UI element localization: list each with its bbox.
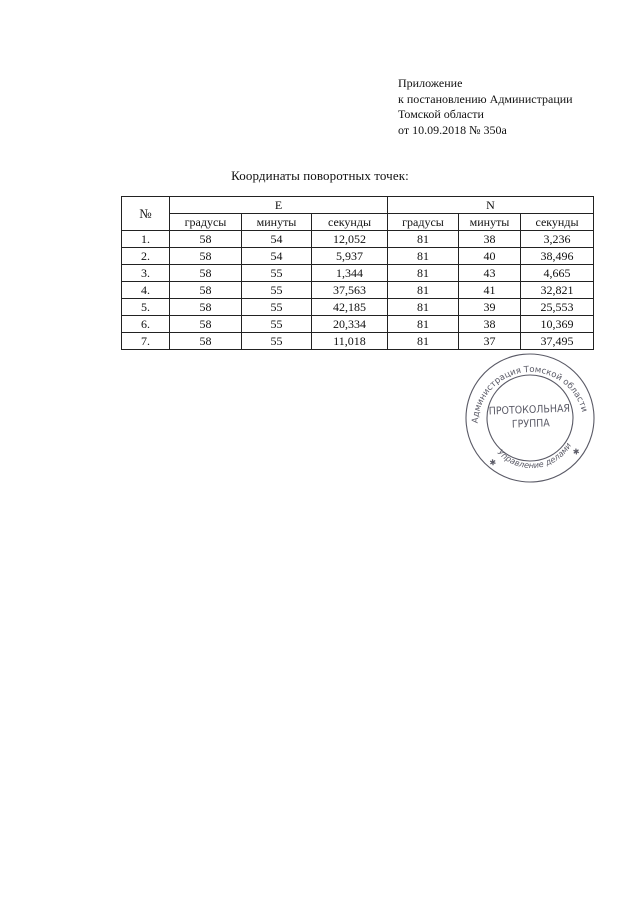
table-subheader-row: [122, 214, 594, 231]
e-seconds-cell: 12,052: [312, 231, 388, 248]
n-degrees-cell: 81: [388, 333, 459, 350]
stamp-bottom-text: Управление делами: [495, 440, 574, 471]
stamp-star-left-icon: ✱: [489, 457, 497, 468]
row-number-cell: 7.: [122, 333, 170, 350]
coordinates-table: [121, 196, 594, 350]
row-number-cell: 3.: [122, 265, 170, 282]
n-seconds-cell: 4,665: [521, 265, 594, 282]
e-degrees-cell: 58: [170, 231, 242, 248]
subheader-n-degrees: градусы: [388, 214, 459, 231]
table-row: [122, 231, 594, 248]
row-number-cell: 6.: [122, 316, 170, 333]
n-minutes-cell: 41: [459, 282, 521, 299]
appendix-line-4: от 10.09.2018 № 350а: [398, 122, 507, 137]
subheader-e-minutes: минуты: [242, 214, 312, 231]
table-body: [122, 231, 594, 350]
table-header-row: [122, 197, 594, 214]
table-row: [122, 265, 594, 282]
group-header-n: N: [388, 197, 594, 214]
official-stamp: [461, 349, 599, 487]
e-minutes-cell: 55: [242, 299, 312, 316]
subheader-e-seconds: секунды: [312, 214, 388, 231]
n-seconds-cell: 37,495: [521, 333, 594, 350]
e-seconds-cell: 11,018: [312, 333, 388, 350]
number-header: №: [122, 197, 170, 231]
row-number-cell: 1.: [122, 231, 170, 248]
e-degrees-cell: 58: [170, 248, 242, 265]
e-seconds-cell: 5,937: [312, 248, 388, 265]
e-seconds-cell: 37,563: [312, 282, 388, 299]
e-degrees-cell: 58: [170, 282, 242, 299]
table-row: [122, 316, 594, 333]
n-seconds-cell: 3,236: [521, 231, 594, 248]
stamp-inner-line-1: ПРОТОКОЛЬНАЯ: [488, 402, 571, 418]
table-row: [122, 248, 594, 265]
n-degrees-cell: 81: [388, 248, 459, 265]
n-seconds-cell: 25,553: [521, 299, 594, 316]
e-seconds-cell: 1,344: [312, 265, 388, 282]
n-seconds-cell: 10,369: [521, 316, 594, 333]
stamp-star-right-icon: ✱: [572, 447, 580, 457]
e-minutes-cell: 55: [242, 333, 312, 350]
stamp-inner-line-2: ГРУППА: [511, 417, 550, 431]
n-minutes-cell: 38: [459, 231, 521, 248]
n-minutes-cell: 37: [459, 333, 521, 350]
e-minutes-cell: 55: [242, 265, 312, 282]
n-degrees-cell: 81: [388, 231, 459, 248]
e-minutes-cell: 55: [242, 282, 312, 299]
e-degrees-cell: 58: [170, 299, 242, 316]
table-row: [122, 333, 594, 350]
table-row: [122, 299, 594, 316]
e-minutes-cell: 55: [242, 316, 312, 333]
appendix-header: [398, 76, 573, 138]
n-degrees-cell: 81: [388, 282, 459, 299]
e-degrees-cell: 58: [170, 333, 242, 350]
n-degrees-cell: 81: [388, 265, 459, 282]
group-header-e: E: [170, 197, 388, 214]
n-minutes-cell: 43: [459, 265, 521, 282]
document-title: Координаты поворотных точек:: [231, 168, 409, 183]
subheader-n-seconds: секунды: [521, 214, 594, 231]
appendix-line-1: Приложение: [398, 76, 463, 90]
subheader-e-degrees: градусы: [170, 214, 242, 231]
e-minutes-cell: 54: [242, 248, 312, 265]
n-minutes-cell: 38: [459, 316, 521, 333]
e-degrees-cell: 58: [170, 265, 242, 282]
e-seconds-cell: 42,185: [312, 299, 388, 316]
appendix-line-3: Томской области: [398, 107, 484, 121]
table-row: [122, 282, 594, 299]
n-minutes-cell: 40: [459, 248, 521, 265]
subheader-n-minutes: минуты: [459, 214, 521, 231]
e-minutes-cell: 54: [242, 231, 312, 248]
row-number-cell: 2.: [122, 248, 170, 265]
n-seconds-cell: 32,821: [521, 282, 594, 299]
n-seconds-cell: 38,496: [521, 248, 594, 265]
e-seconds-cell: 20,334: [312, 316, 388, 333]
n-degrees-cell: 81: [388, 316, 459, 333]
stamp-outer-text: Администрация Томской области: [470, 364, 590, 424]
e-degrees-cell: 58: [170, 316, 242, 333]
appendix-line-2: к постановлению Администрации: [398, 91, 573, 106]
row-number-cell: 4.: [122, 282, 170, 299]
n-minutes-cell: 39: [459, 299, 521, 316]
n-degrees-cell: 81: [388, 299, 459, 316]
row-number-cell: 5.: [122, 299, 170, 316]
